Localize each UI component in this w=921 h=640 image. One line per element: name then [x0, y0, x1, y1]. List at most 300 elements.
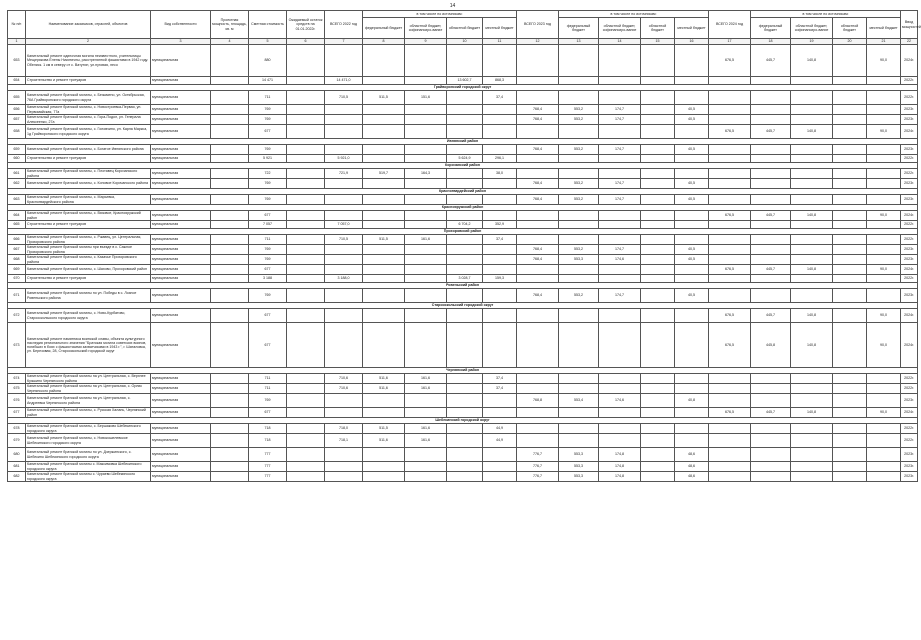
table-cell — [483, 245, 517, 255]
table-cell — [447, 434, 483, 448]
table-cell — [211, 91, 249, 105]
table-cell — [709, 448, 751, 462]
row-number: 682 — [8, 472, 26, 482]
table-cell — [447, 115, 483, 125]
ownership-type: муниципальная — [151, 105, 211, 115]
table-cell — [675, 211, 709, 221]
table-cell — [833, 408, 867, 418]
table-cell — [833, 472, 867, 482]
table-cell — [641, 145, 675, 155]
table-cell — [641, 384, 675, 394]
table-cell — [709, 221, 751, 229]
table-cell — [447, 105, 483, 115]
table-cell — [363, 105, 405, 115]
table-cell: 5 921,0 — [325, 155, 363, 163]
table-cell: 676,5 — [709, 309, 751, 323]
table-cell — [405, 105, 447, 115]
table-cell — [709, 91, 751, 105]
table-cell: 718 — [249, 424, 287, 434]
table-cell: 777 — [249, 472, 287, 482]
table-cell: 553,2 — [559, 179, 599, 189]
district-name: Краснояружский район — [8, 205, 918, 211]
table-cell — [833, 195, 867, 205]
table-cell: 2022г. — [901, 77, 918, 85]
table-cell — [675, 275, 709, 283]
table-cell — [791, 235, 833, 245]
table-cell — [833, 323, 867, 368]
table-cell — [559, 155, 599, 163]
table-cell: 677 — [249, 309, 287, 323]
table-cell: 161,6 — [405, 235, 447, 245]
table-cell — [211, 105, 249, 115]
table-cell — [211, 115, 249, 125]
ownership-type: муниципальная — [151, 265, 211, 275]
table-cell — [517, 424, 559, 434]
table-cell — [751, 275, 791, 283]
table-cell — [867, 235, 901, 245]
table-cell — [363, 255, 405, 265]
table-cell: 40,8 — [675, 394, 709, 408]
table-cell — [833, 462, 867, 472]
object-name: Капитальный ремонт братской могилы, с. Безымено, ул. Октябрьская, 76А Грайворонского городского округа — [26, 91, 151, 105]
table-cell — [641, 169, 675, 179]
table-cell — [517, 169, 559, 179]
table-cell — [287, 91, 325, 105]
table-cell — [363, 309, 405, 323]
table-cell — [675, 155, 709, 163]
district-name: Грайворонский городской округ — [8, 85, 918, 91]
header-regional-2023: областной бюджет — [641, 18, 675, 39]
row-number: 659 — [8, 145, 26, 155]
table-cell — [709, 275, 751, 283]
object-name: Капитальный ремонт братской могилы, с. Бершаково Шебекинского городского округа — [26, 424, 151, 434]
table-cell: 174,7 — [599, 289, 641, 303]
table-cell — [751, 221, 791, 229]
table-cell — [211, 211, 249, 221]
table-row — [8, 221, 918, 229]
column-number: 10 — [447, 39, 483, 45]
header-name: Наименование заказчиков, отраслей, объектов — [26, 11, 151, 39]
header-regional-2022: областной бюджет — [447, 18, 483, 39]
table-cell: 2023г. — [901, 105, 918, 115]
table-cell — [641, 195, 675, 205]
table-cell: 710,6 — [325, 384, 363, 394]
table-cell — [791, 424, 833, 434]
district-name: Красногвардейский район — [8, 189, 918, 195]
table-cell — [641, 45, 675, 77]
table-cell: 768,4 — [517, 179, 559, 189]
table-row — [8, 265, 918, 275]
table-cell — [287, 394, 325, 408]
table-cell — [751, 289, 791, 303]
header-local-2024: местный бюджет — [867, 18, 901, 39]
table-cell — [517, 434, 559, 448]
table-cell: 44,9 — [483, 434, 517, 448]
table-cell — [559, 384, 599, 394]
table-cell: 777 — [249, 462, 287, 472]
column-number: 20 — [833, 39, 867, 45]
table-cell: 174,6 — [599, 394, 641, 408]
table-cell — [447, 195, 483, 205]
table-cell — [709, 384, 751, 394]
table-cell — [641, 275, 675, 283]
table-cell: 2024г. — [901, 309, 918, 323]
table-cell — [363, 179, 405, 189]
table-cell — [641, 255, 675, 265]
table-cell: 676,5 — [709, 211, 751, 221]
object-name: Капитальный ремонт братской могилы с. Максимовка Шебекинского городского округа — [26, 462, 151, 472]
table-cell — [325, 323, 363, 368]
table-cell — [483, 265, 517, 275]
table-cell — [559, 323, 599, 368]
table-cell — [483, 472, 517, 482]
table-cell — [751, 394, 791, 408]
table-cell — [483, 394, 517, 408]
table-cell — [751, 424, 791, 434]
table-cell: 553,2 — [559, 105, 599, 115]
ownership-type: муниципальная — [151, 195, 211, 205]
table-cell: 7 057 — [249, 221, 287, 229]
object-name: Капитальный ремонт братской могилы, с. Шахово, Прохоровский район — [26, 265, 151, 275]
table-cell — [325, 255, 363, 265]
table-cell — [211, 275, 249, 283]
table-cell — [751, 245, 791, 255]
table-cell — [447, 374, 483, 384]
table-cell — [559, 125, 599, 139]
district-name: Старооскольский городской округ — [8, 303, 918, 309]
table-cell — [447, 448, 483, 462]
object-name: Капитальный ремонт братской могилы по ул. Дзержинского, с. Шебекино Шебекинского городского округа — [26, 448, 151, 462]
table-cell: 445,8 — [751, 323, 791, 368]
table-cell — [405, 408, 447, 418]
table-cell — [599, 169, 641, 179]
object-name: Капитальный ремонт братской могилы с. Чураево Шебекинского городского округа — [26, 472, 151, 482]
table-cell — [641, 289, 675, 303]
table-cell — [867, 195, 901, 205]
ownership-type: муниципальная — [151, 289, 211, 303]
table-cell — [833, 265, 867, 275]
table-cell — [641, 309, 675, 323]
object-name: Капитальный ремонт братской могилы, с. Гора-Подол, ул. Генерала Алексеенко, 27а — [26, 115, 151, 125]
table-cell — [363, 115, 405, 125]
table-cell — [325, 394, 363, 408]
column-number: 13 — [559, 39, 599, 45]
ownership-type: муниципальная — [151, 125, 211, 139]
table-row — [8, 408, 918, 418]
table-row — [8, 115, 918, 125]
table-cell — [287, 245, 325, 255]
table-cell — [709, 235, 751, 245]
table-row — [8, 235, 918, 245]
column-number: 15 — [641, 39, 675, 45]
table-row — [8, 105, 918, 115]
table-cell: 37,4 — [483, 235, 517, 245]
table-cell: 2022г. — [901, 424, 918, 434]
column-number: 16 — [675, 39, 709, 45]
table-cell — [675, 235, 709, 245]
table-cell: 48,6 — [675, 462, 709, 472]
table-cell: 140,8 — [791, 408, 833, 418]
object-name: Строительство и ремонт тротуаров — [26, 155, 151, 163]
table-cell — [211, 125, 249, 139]
table-cell: 769 — [249, 394, 287, 408]
row-number: 654 — [8, 77, 26, 85]
table-cell: 710,5 — [325, 235, 363, 245]
header-regional-cofin-2022: областной бюджет, софинансиро-вание — [405, 18, 447, 39]
table-cell — [405, 179, 447, 189]
header-total-2022: ВСЕГО 2022 год — [325, 11, 363, 39]
row-number: 656 — [8, 105, 26, 115]
table-cell — [287, 408, 325, 418]
table-cell: 14 471 — [249, 77, 287, 85]
table-cell: 511,5 — [363, 91, 405, 105]
table-cell — [675, 323, 709, 368]
table-cell — [287, 472, 325, 482]
table-cell — [641, 179, 675, 189]
object-name: Капитальный ремонт памятника воинской славы, объекта культурного наследия регионального значения "Братская могила советских воинов, погибших в боях с фашистскими захватчиками в 1943 г.", г. Шаталовка, ул. Березовая, 28, Старооскольский городской округ — [26, 323, 151, 368]
ownership-type: муниципальная — [151, 169, 211, 179]
header-local-2023: местный бюджет — [675, 18, 709, 39]
table-cell — [791, 245, 833, 255]
table-cell: 676,5 — [709, 125, 751, 139]
table-cell — [751, 384, 791, 394]
column-number: 19 — [791, 39, 833, 45]
table-cell — [447, 255, 483, 265]
table-cell — [447, 289, 483, 303]
table-cell — [641, 221, 675, 229]
object-name: Строительство и ремонт тротуаров — [26, 275, 151, 283]
table-cell — [211, 408, 249, 418]
table-row — [8, 77, 918, 85]
ownership-type: муниципальная — [151, 275, 211, 283]
object-name: Капитальный ремонт братской могилы, с. Казачье Прохоровского района — [26, 255, 151, 265]
table-cell: 140,8 — [791, 265, 833, 275]
table-cell — [483, 115, 517, 125]
table-cell — [363, 145, 405, 155]
object-name: Капитальный ремонт братской могилы, с. Ново-Курбатово, Старооскольского городского округа — [26, 309, 151, 323]
object-name: Капитальный ремонт братской могилы, с. Коновое Корочанского района — [26, 179, 151, 189]
table-cell: 553,3 — [559, 255, 599, 265]
table-cell — [709, 105, 751, 115]
table-cell: 553,4 — [559, 394, 599, 408]
object-name: Капитальный ремонт братской могилы, с. Марьевка, Красногвардейского района — [26, 195, 151, 205]
table-cell — [833, 211, 867, 221]
table-cell — [211, 309, 249, 323]
ownership-type: муниципальная — [151, 155, 211, 163]
table-cell — [325, 265, 363, 275]
table-cell — [447, 394, 483, 408]
table-cell — [211, 195, 249, 205]
table-cell — [211, 448, 249, 462]
table-cell — [325, 408, 363, 418]
column-number: 18 — [751, 39, 791, 45]
table-cell — [287, 105, 325, 115]
table-cell — [483, 462, 517, 472]
table-cell: 161,6 — [405, 434, 447, 448]
table-cell — [559, 265, 599, 275]
table-row — [8, 169, 918, 179]
table-cell — [211, 77, 249, 85]
table-cell — [709, 374, 751, 384]
ownership-type: муниципальная — [151, 309, 211, 323]
row-number: 676 — [8, 394, 26, 408]
table-cell — [405, 125, 447, 139]
table-row — [8, 289, 918, 303]
table-cell — [833, 115, 867, 125]
table-cell: 676,5 — [709, 45, 751, 77]
table-cell: 2023г. — [901, 245, 918, 255]
table-cell — [211, 45, 249, 77]
table-cell — [867, 462, 901, 472]
table-cell — [751, 472, 791, 482]
table-cell — [641, 77, 675, 85]
object-name: Капитальный ремонт братской могилы на ул. Центральная, с. Орлик Чернянского района — [26, 384, 151, 394]
row-number: 675 — [8, 384, 26, 394]
table-cell — [867, 105, 901, 115]
table-cell — [867, 179, 901, 189]
table-cell: 161,6 — [405, 424, 447, 434]
table-cell — [833, 309, 867, 323]
table-cell — [751, 179, 791, 189]
table-cell — [287, 275, 325, 283]
table-cell: 140,8 — [791, 309, 833, 323]
table-cell — [833, 169, 867, 179]
table-cell — [405, 394, 447, 408]
table-cell — [867, 275, 901, 283]
table-cell — [791, 275, 833, 283]
header-local-2022: местный бюджет — [483, 18, 517, 39]
table-cell — [211, 394, 249, 408]
table-cell — [867, 145, 901, 155]
table-cell: 776,7 — [517, 462, 559, 472]
table-cell — [211, 289, 249, 303]
row-number: 665 — [8, 221, 26, 229]
table-cell: 140,8 — [791, 211, 833, 221]
table-cell: 511,6 — [363, 434, 405, 448]
table-cell — [211, 221, 249, 229]
table-cell — [641, 105, 675, 115]
row-number: 657 — [8, 115, 26, 125]
district-name: Корочанский район — [8, 163, 918, 169]
table-cell — [325, 179, 363, 189]
table-cell — [675, 309, 709, 323]
table-cell: 40,5 — [675, 289, 709, 303]
table-cell: 677 — [249, 211, 287, 221]
row-number: 678 — [8, 424, 26, 434]
table-cell: 2024г. — [901, 125, 918, 139]
table-cell — [287, 265, 325, 275]
table-cell — [675, 265, 709, 275]
table-cell: 37,4 — [483, 91, 517, 105]
table-cell — [447, 462, 483, 472]
table-cell — [833, 105, 867, 115]
table-cell — [325, 145, 363, 155]
table-cell — [325, 211, 363, 221]
table-cell — [833, 77, 867, 85]
table-row — [8, 394, 918, 408]
table-cell: 40,5 — [675, 195, 709, 205]
table-cell: 2022г. — [901, 91, 918, 105]
table-cell — [641, 374, 675, 384]
ownership-type: муниципальная — [151, 323, 211, 368]
table-cell — [517, 211, 559, 221]
row-number: 670 — [8, 275, 26, 283]
table-cell — [833, 424, 867, 434]
table-cell: 5 921 — [249, 155, 287, 163]
ownership-type: муниципальная — [151, 245, 211, 255]
table-cell — [363, 462, 405, 472]
table-cell — [599, 275, 641, 283]
table-cell — [751, 462, 791, 472]
header-regional-cofin-2023: областной бюджет, софинансиро-вание — [599, 18, 641, 39]
table-cell — [483, 45, 517, 77]
table-cell — [833, 275, 867, 283]
table-cell — [405, 275, 447, 283]
table-cell: 174,7 — [599, 179, 641, 189]
table-cell — [833, 255, 867, 265]
table-cell — [641, 235, 675, 245]
table-cell: 2023г. — [901, 472, 918, 482]
table-cell — [867, 221, 901, 229]
row-number: 663 — [8, 195, 26, 205]
table-cell — [405, 472, 447, 482]
table-cell — [867, 169, 901, 179]
district-name: Ровеньский район — [8, 283, 918, 289]
table-cell — [709, 245, 751, 255]
table-cell — [599, 125, 641, 139]
table-cell — [599, 221, 641, 229]
table-row — [8, 45, 918, 77]
table-row — [8, 448, 918, 462]
table-cell — [599, 374, 641, 384]
table-cell — [833, 374, 867, 384]
table-cell — [405, 448, 447, 462]
table-cell — [791, 289, 833, 303]
table-cell: 553,2 — [559, 195, 599, 205]
table-cell — [447, 45, 483, 77]
table-cell — [559, 77, 599, 85]
table-cell: 90,0 — [867, 125, 901, 139]
column-number: 12 — [517, 39, 559, 45]
table-cell — [675, 45, 709, 77]
table-cell — [791, 77, 833, 85]
header-sources-2023: в том числе по источникам: — [559, 11, 709, 18]
header-regional-2024: областной бюджет — [833, 18, 867, 39]
table-cell — [211, 472, 249, 482]
table-cell — [325, 462, 363, 472]
header-federal-2024: федеральный бюджет — [751, 18, 791, 39]
table-cell — [363, 408, 405, 418]
table-cell: 40,5 — [675, 145, 709, 155]
object-name: Капитальный ремонт братской могилы, с. Головчино, ул. Карла Маркса, 1д Грайворонского городского округа — [26, 125, 151, 139]
table-cell — [517, 91, 559, 105]
table-cell: 40,5 — [675, 105, 709, 115]
table-cell: 768,4 — [517, 145, 559, 155]
table-cell — [287, 309, 325, 323]
table-cell: 2022г. — [901, 221, 918, 229]
table-cell — [867, 289, 901, 303]
ownership-type: муниципальная — [151, 408, 211, 418]
table-cell — [867, 448, 901, 462]
table-row — [8, 472, 918, 482]
table-cell: 676,5 — [709, 408, 751, 418]
table-cell — [287, 462, 325, 472]
table-cell — [287, 77, 325, 85]
object-name: Капитальный ремонт братской могилы на ул. Центральная, с. Андреевка Чернянского района — [26, 394, 151, 408]
header-total-2023: ВСЕГО 2023 год — [517, 11, 559, 39]
table-cell: 511,5 — [363, 235, 405, 245]
table-row — [8, 195, 918, 205]
